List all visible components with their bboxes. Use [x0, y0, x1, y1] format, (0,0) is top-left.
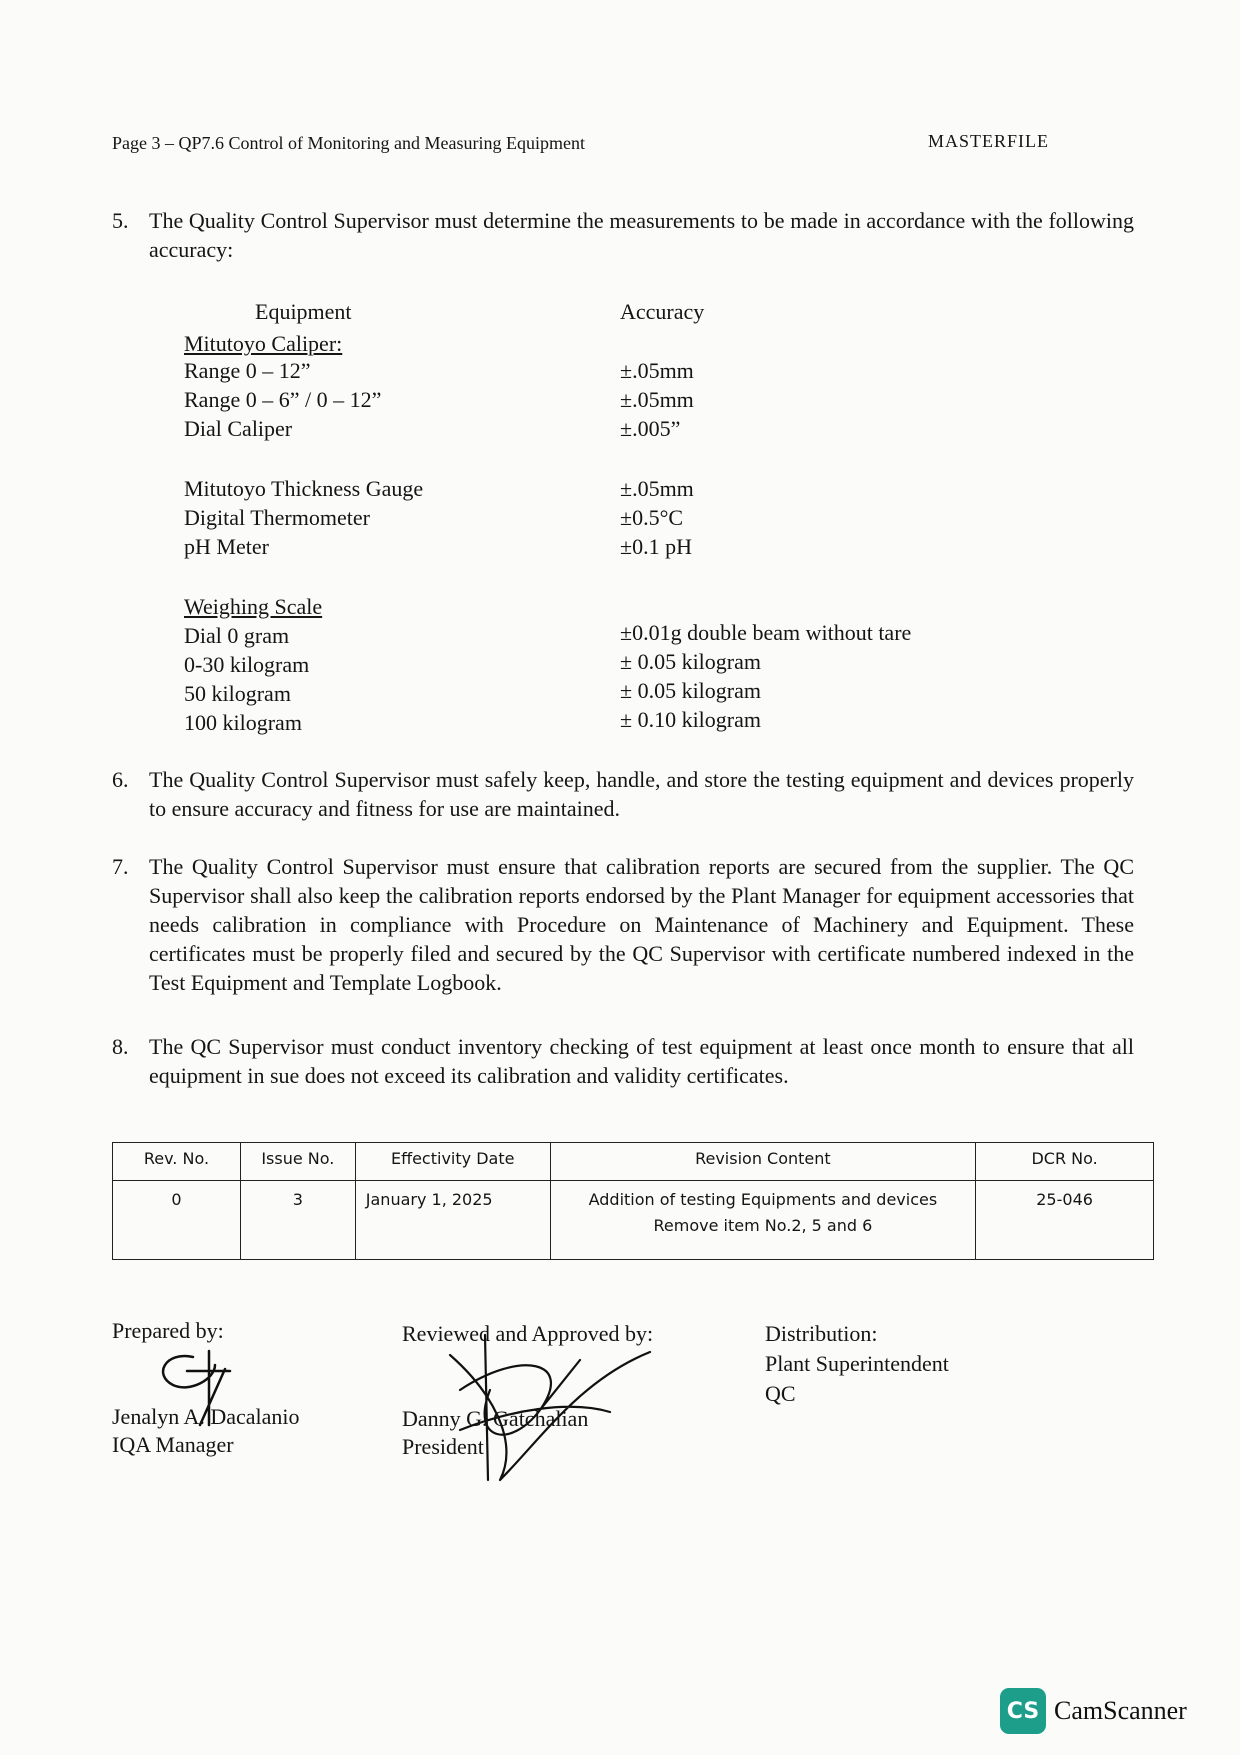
effectivity-date-header: Effectivity Date: [355, 1143, 550, 1181]
prepared-by-label: Prepared by:: [112, 1318, 224, 1343]
paragraph-number: 6.: [112, 767, 129, 792]
issue-no-cell: 3: [240, 1181, 355, 1260]
paragraph-5: [112, 206, 1134, 264]
equipment-accuracy: ± 0.05 kilogram: [620, 678, 762, 703]
camscanner-logo-icon: CS: [1000, 1688, 1046, 1734]
paragraph-number: 7.: [112, 854, 129, 879]
prepared-by-title: IQA Manager: [112, 1432, 234, 1457]
dcr-no-cell: 25-046: [976, 1181, 1154, 1260]
paragraph-text: The Quality Control Supervisor must determine the measurements to be made in accordance with the following accuracy:: [149, 208, 1134, 262]
table-row: [113, 1181, 1154, 1260]
equipment-accuracy: ± 0.05 kilogram: [620, 649, 762, 674]
paragraph-text: The Quality Control Supervisor must safely keep, handle, and store the testing equipment and devices properly to ensure accuracy and fitness for use are maintained.: [149, 767, 1134, 821]
paragraph-text: The QC Supervisor must conduct inventory checking of test equipment at least once month to ensure that all equipment in sue does not exceed its calibration and validity certificates.: [149, 1034, 1134, 1088]
caliper-heading: Mitutoyo Caliper:: [184, 331, 343, 356]
equipment-accuracy: ±0.01g double beam without tare: [620, 620, 912, 645]
rev-no-cell: 0: [113, 1181, 241, 1260]
equipment-accuracy: ±0.1 pH: [620, 534, 692, 559]
revision-content-line: Remove item No.2, 5 and 6: [653, 1216, 873, 1235]
paragraph-7: [112, 852, 1134, 997]
equipment-name: 0-30 kilogram: [184, 652, 310, 677]
equipment-name: Digital Thermometer: [184, 505, 370, 530]
equipment-name: 50 kilogram: [184, 681, 291, 706]
equipment-name: Range 0 – 6” / 0 – 12”: [184, 387, 382, 412]
equipment-accuracy: ±.05mm: [620, 387, 694, 412]
equipment-name: Mitutoyo Thickness Gauge: [184, 476, 424, 501]
distribution-item: Plant Superintendent: [765, 1351, 949, 1376]
equipment-accuracy: ±.05mm: [620, 358, 694, 383]
equipment-column-header: Equipment: [255, 299, 352, 324]
revision-table-header-row: [113, 1143, 1154, 1181]
prepared-by-name: Jenalyn A. Dacalanio: [112, 1404, 300, 1429]
reviewed-by-label: Reviewed and Approved by:: [402, 1321, 654, 1346]
revision-content-cell: [550, 1181, 976, 1260]
dcr-no-header: DCR No.: [976, 1143, 1154, 1181]
weighing-scale-heading: Weighing Scale: [184, 594, 323, 619]
revision-table: [112, 1142, 1154, 1260]
equipment-accuracy: ± 0.10 kilogram: [620, 707, 762, 732]
equipment-accuracy: ±.005”: [620, 416, 681, 441]
revision-content-header: Revision Content: [550, 1143, 976, 1181]
reviewed-by-name: Danny G. Gatchalian: [402, 1406, 589, 1431]
camscanner-watermark: [1000, 1688, 1187, 1734]
effectivity-date-cell: January 1, 2025: [355, 1181, 550, 1260]
paragraph-number: 8.: [112, 1034, 129, 1059]
paragraph-6: [112, 765, 1134, 823]
equipment-name: Dial 0 gram: [184, 623, 290, 648]
camscanner-text: CamScanner: [1054, 1696, 1187, 1725]
rev-no-header: Rev. No.: [113, 1143, 241, 1181]
masterfile-label: MASTERFILE: [928, 131, 1050, 151]
paragraph-number: 5.: [112, 208, 129, 233]
paragraph-text: The Quality Control Supervisor must ensure that calibration reports are secured from the supplier. The QC Supervisor shall also keep the calibration reports endorsed by the Plant Manager for equipment accessories that needs calibration in compliance with Procedure on Maintenance of Machinery and Equipment. These certificates must be properly filed and secured by the QC Supervisor with certificate numbered indexed in the Test Equipment and Template Logbook.: [149, 854, 1134, 995]
page-header-title: Page 3 – QP7.6 Control of Monitoring and Measuring Equipment: [112, 133, 585, 153]
issue-no-header: Issue No.: [240, 1143, 355, 1181]
equipment-name: 100 kilogram: [184, 710, 302, 735]
equipment-accuracy: ±.05mm: [620, 476, 694, 501]
equipment-name: Dial Caliper: [184, 416, 293, 441]
distribution-label: Distribution:: [765, 1321, 878, 1346]
accuracy-column-header: Accuracy: [620, 299, 705, 324]
equipment-name: Range 0 – 12”: [184, 358, 311, 383]
revision-content-line: Addition of testing Equipments and devices: [588, 1190, 938, 1209]
paragraph-8: [112, 1032, 1134, 1090]
equipment-accuracy: ±0.5°C: [620, 505, 684, 530]
reviewed-by-title: President: [402, 1434, 484, 1459]
distribution-item: QC: [765, 1381, 796, 1406]
equipment-name: pH Meter: [184, 534, 269, 559]
